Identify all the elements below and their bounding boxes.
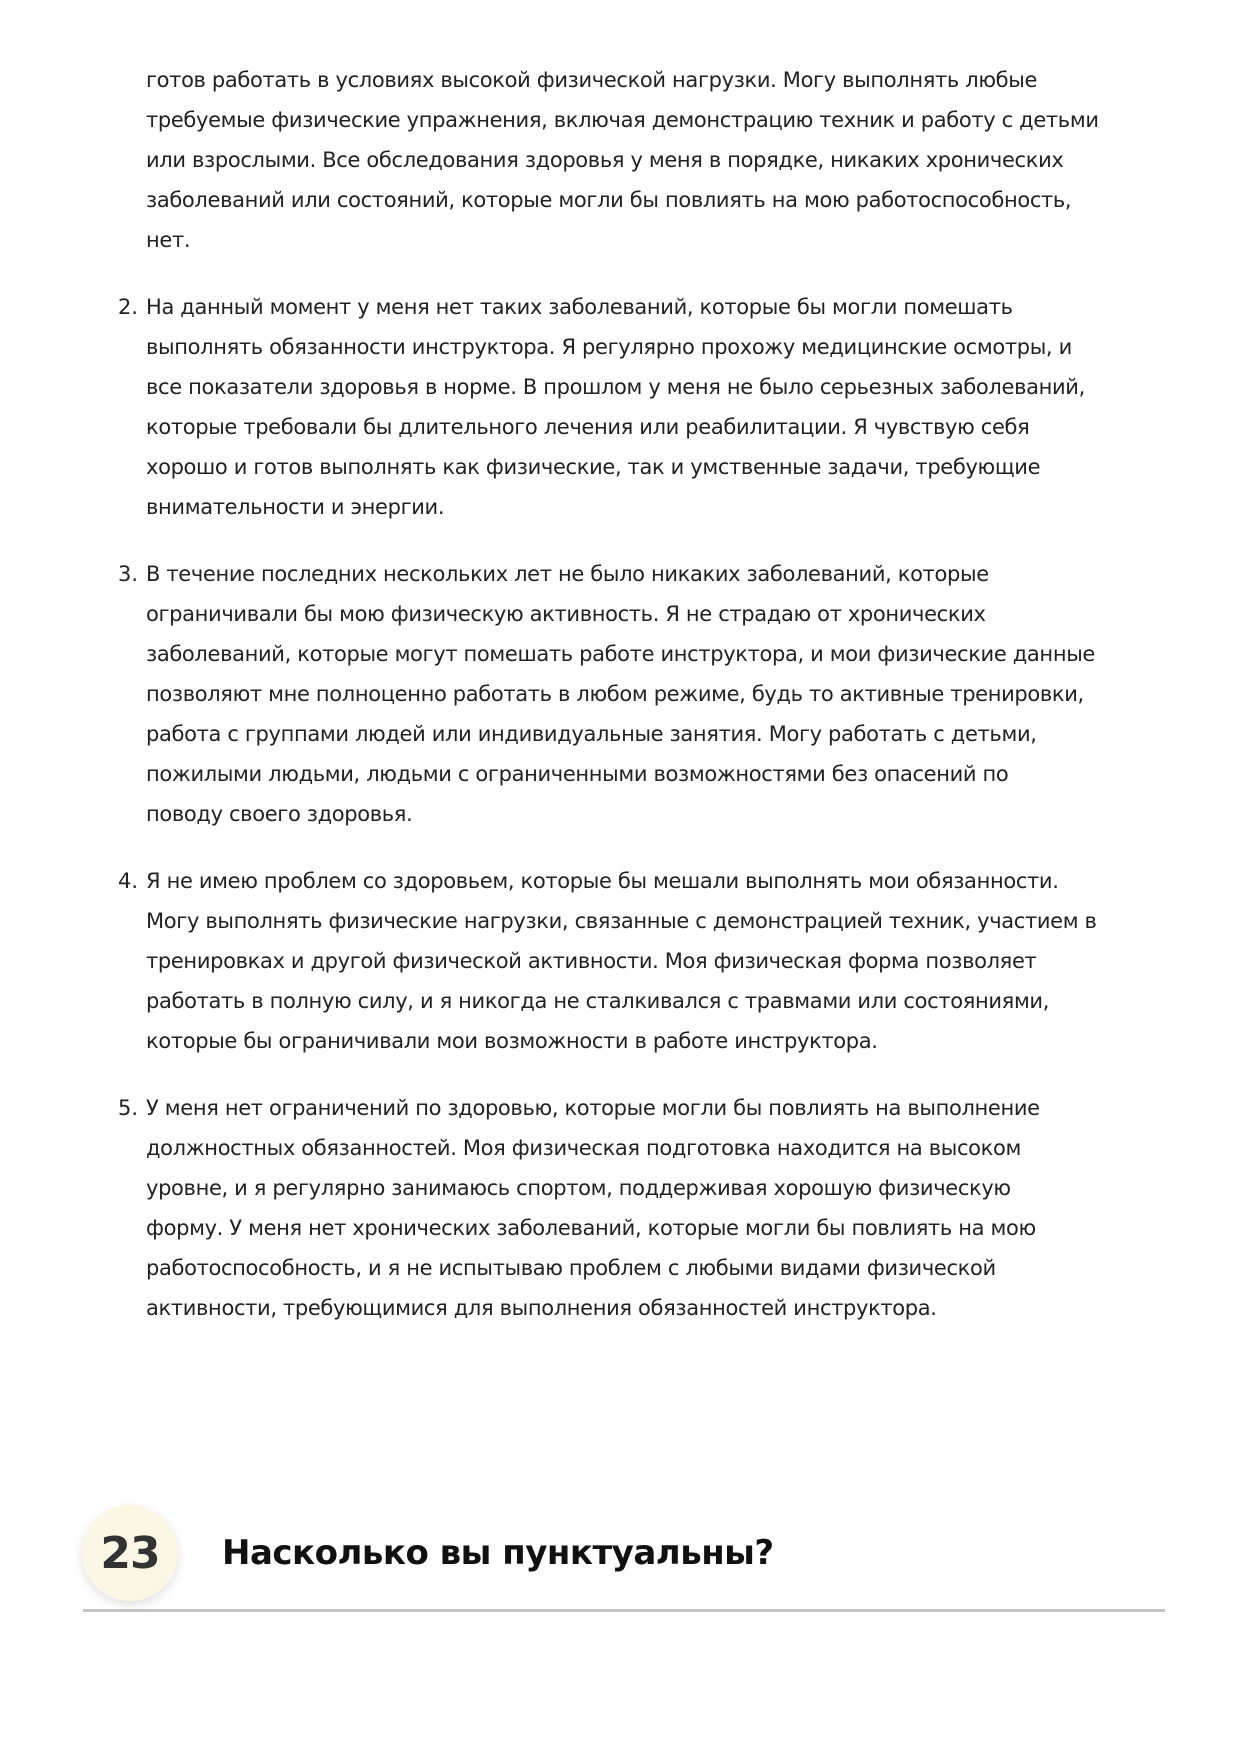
list-item-number: 4. [118,869,139,893]
list-item-text-line: нет. [146,228,191,252]
list-item-text-line: заболеваний, которые могут помешать работе инструктора, и мои физические данные [146,642,1095,666]
list-item [0,861,1239,1061]
section-divider [83,1609,1165,1612]
list-item-text-line: или взрослыми. Все обследования здоровья у меня в порядке, никаких хронических [146,148,1064,172]
list-item-number: 2. [118,295,139,319]
list-item-text-line: готов работать в условиях высокой физической нагрузки. Могу выполнять любые [146,68,1038,92]
list-item-text-line: На данный момент у меня нет таких заболеваний, которые бы могли помешать [146,295,1013,319]
list-item-text-line: которые бы ограничивали мои возможности в работе инструктора. [146,1029,878,1053]
list-item-text-line: активности, требующимися для выполнения обязанностей инструктора. [146,1296,937,1320]
list-item-text-line: внимательности и энергии. [146,495,445,519]
list-item-text-line: все показатели здоровья в норме. В прошлом у меня не было серьезных заболеваний, [146,375,1085,399]
list-item-text-line: ограничивали бы мою физическую активность. Я не страдаю от хронических [146,602,986,626]
list-item-text-line: должностных обязанностей. Моя физическая подготовка находится на высоком [146,1136,1021,1160]
list-item-text-line: Могу выполнять физические нагрузки, связанные с демонстрацией техник, участием в [146,909,1097,933]
list-item-text-line: которые требовали бы длительного лечения или реабилитации. Я чувствую себя [146,415,1030,439]
list-item-text-line: выполнять обязанности инструктора. Я регулярно прохожу медицинские осмотры, и [146,335,1072,359]
list-item-text-line: У меня нет ограничений по здоровью, которые могли бы повлиять на выполнение [146,1096,1040,1120]
list-item [0,60,1239,260]
list-item-text-line: требуемые физические упражнения, включая демонстрацию техник и работу с детьми [146,108,1099,132]
list-item-text-line: Я не имею проблем со здоровьем, которые бы мешали выполнять мои обязанности. [146,869,1059,893]
list-item-text-line: форму. У меня нет хронических заболеваний, которые могли бы повлиять на мою [146,1216,1036,1240]
list-item-text-line: уровне, и я регулярно занимаюсь спортом, поддерживая хорошую физическую [146,1176,1011,1200]
question-title: Насколько вы пунктуальны? [222,1533,774,1573]
answer-list [0,60,1239,1355]
list-item-text-line: В течение последних нескольких лет не было никаких заболеваний, которые [146,562,989,586]
list-item-text-line: пожилыми людьми, людьми с ограниченными возможностями без опасений по [146,762,1009,786]
list-item-text-line: работа с группами людей или индивидуальные занятия. Могу работать с детьми, [146,722,1037,746]
list-item-text-line: позволяют мне полноценно работать в любом режиме, будь то активные тренировки, [146,682,1084,706]
list-item [0,554,1239,834]
list-item-text-line: хорошо и готов выполнять как физические, так и умственные задачи, требующие [146,455,1041,479]
list-item-text-line: поводу своего здоровья. [146,802,413,826]
list-item-number: 5. [118,1096,139,1120]
list-item-text-line: заболеваний или состояний, которые могли бы повлиять на мою работоспособность, [146,188,1072,212]
list-item [0,287,1239,527]
list-item [0,1088,1239,1328]
question-number-badge: 23 [82,1505,178,1601]
list-item-number: 3. [118,562,139,586]
list-item-text-line: работоспособность, и я не испытываю проблем с любыми видами физической [146,1256,996,1280]
list-item-text-line: тренировках и другой физической активности. Моя физическая форма позволяет [146,949,1037,973]
list-item-text-line: работать в полную силу, и я никогда не сталкивался с травмами или состояниями, [146,989,1050,1013]
